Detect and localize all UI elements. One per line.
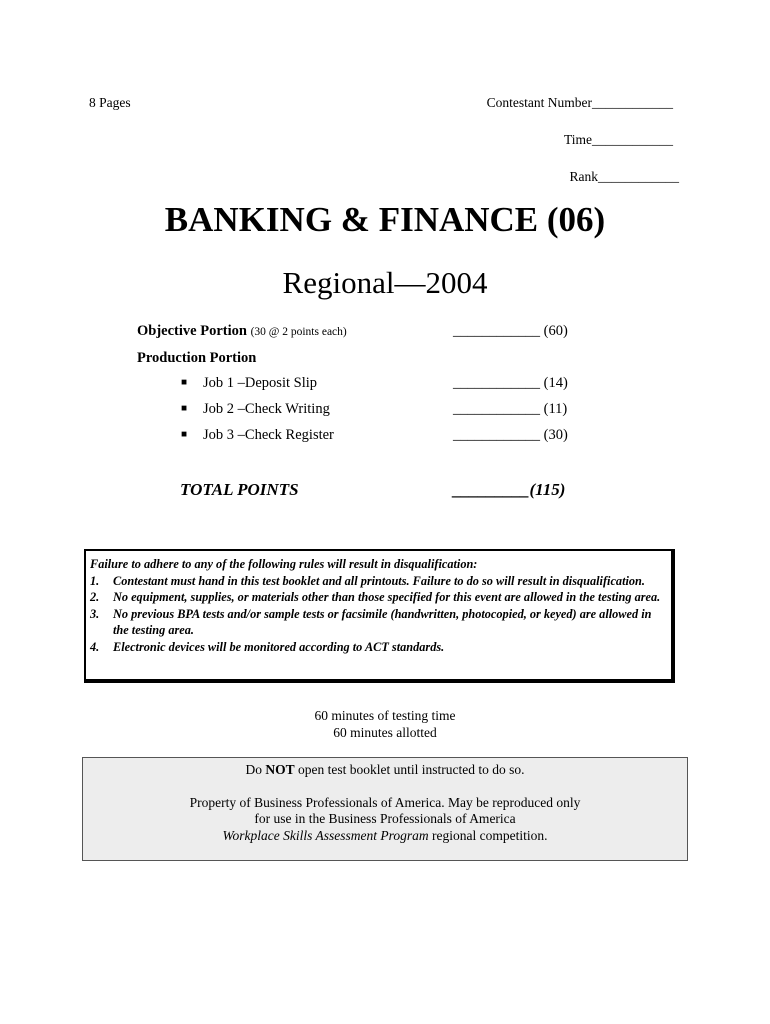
time-allotted: 60 minutes allotted [333, 724, 437, 740]
objective-portion-row [137, 323, 347, 340]
job-score: ____________ (30) [453, 427, 568, 443]
rules-intro: Failure to adhere to any of the following rules will result in disqualification: [90, 557, 478, 571]
job-label: Job 2 –Check Writing [203, 401, 330, 417]
notice-box [82, 757, 688, 861]
square-bullet-icon: ■ [181, 429, 188, 440]
square-bullet-icon: ■ [181, 403, 188, 414]
page-subtitle: Regional—2004 [282, 265, 488, 300]
total-points-score: _________(115) [453, 480, 566, 499]
production-portion-label: Production Portion [137, 350, 257, 366]
time-field: Time____________ [563, 132, 673, 147]
contestant-number-field: Contestant Number____________ [486, 95, 673, 110]
job-label: Job 1 –Deposit Slip [203, 375, 317, 391]
square-bullet-icon: ■ [181, 377, 188, 388]
property-line-1: Property of Business Professionals of America. May be reproduced only [189, 794, 581, 810]
do-not-open-notice: Do NOT open test booklet until instructed to do so. [245, 762, 525, 777]
testing-time: 60 minutes of testing time [314, 708, 456, 723]
rule-item: 2. No equipment, supplies, or materials other than those specified for this event are allowed in the testing area. [90, 590, 661, 604]
rule-item: 1. Contestant must hand in this test booklet and all printouts. Failure to do so will result in disqualification. [90, 573, 645, 588]
rule-item: 4. Electronic devices will be monitored according to ACT standards. [90, 639, 445, 654]
job-row [181, 375, 317, 392]
page-title: BANKING & FINANCE (06) [164, 200, 606, 239]
disqualification-rules-box [84, 549, 675, 683]
timing-info [0, 708, 770, 741]
objective-portion-score: ____________ (60) [453, 323, 568, 339]
page-count: 8 Pages [89, 95, 131, 110]
objective-portion-note: (30 @ 2 points each) [250, 326, 347, 338]
job-row [181, 427, 334, 444]
job-score: ____________ (14) [453, 375, 568, 391]
property-line-3: Workplace Skills Assessment Program regional competition. [222, 827, 548, 843]
rules-list [90, 573, 669, 656]
total-points-label: TOTAL POINTS [180, 480, 299, 499]
rule-item: 3. No previous BPA tests and/or sample tests or facsimile (handwritten, photocopied, or keyed) are allowed in the testing area. [90, 606, 652, 637]
job-row [181, 401, 330, 418]
job-label: Job 3 –Check Register [203, 427, 334, 443]
property-line-2: for use in the Business Professionals of America [254, 811, 516, 826]
rank-field: Rank____________ [569, 169, 679, 184]
objective-portion-label: Objective Portion [137, 323, 247, 339]
job-score: ____________ (11) [453, 401, 568, 417]
